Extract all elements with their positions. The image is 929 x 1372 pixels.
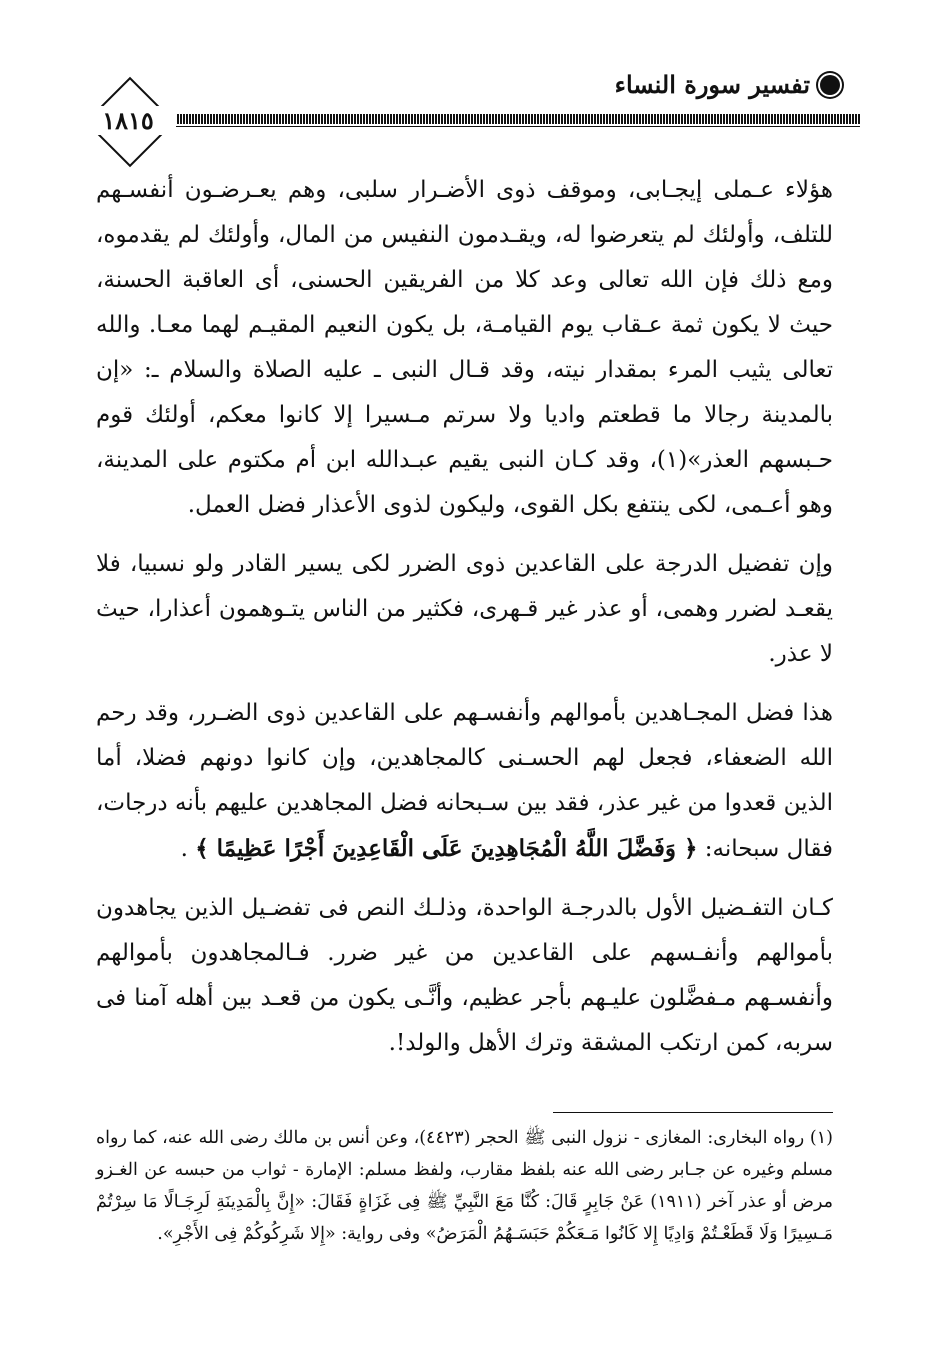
ornament-icon bbox=[820, 75, 840, 95]
footnote-separator bbox=[553, 1112, 833, 1113]
page-number-badge bbox=[80, 84, 176, 180]
paragraph-2: وإن تفضيل الدرجة على القاعدين ذوى الضرر لكى يسير القادر ولو نسبيا، فلا يقعـد لضرر وهمى، أو عذر غير قـهرى، فكثير من الناس يتـوهمون أعذارا، حيث لا عذر. bbox=[96, 551, 833, 667]
body-text bbox=[96, 168, 833, 1080]
page-header bbox=[80, 62, 860, 162]
footnote-1: (١) رواه البخارى: المغازى - نزول النبى ﷺ الحجر (٤٤٢٣)، وعن أنس بن مالك رضى الله عنه، كما رواه مسلم وغيره عن جـابر رضى الله عنه بلفظ مقارب، ولفظ مسلم: الإمارة - ثواب من حبسه عن الغـزو مرض أو عذر آخر (١٩١١) عَنْ جَابِرٍ قَالَ: كُنَّا مَعَ النَّبِيِّ ﷺ فِى غَزَاةٍ فَقَالَ: «إِنَّ بِالْمَدِينَةِ لَرِجَـالًا مَا سِرْتُمْ مَـسِيرًا وَلَا قَطَعْـتُمْ وَادِيًا إِلا كَانُوا مَـعَكُمْ حَبَسَـهُمُ الْمَرَضُ» وفى رواية: «إِلا شَرِكُوكُمْ فِى الأَجْرِ». bbox=[96, 1128, 833, 1244]
header-underline bbox=[168, 126, 860, 127]
footnotes bbox=[96, 1122, 833, 1250]
paragraph-3-end: . bbox=[180, 836, 188, 862]
quran-verse: ﴿ وَفَضَّلَ اللَّهُ الْمُجَاهِدِينَ عَلَى الْقَاعِدِينَ أَجْرًا عَظِيمًا ﴾ bbox=[195, 835, 698, 862]
page-number: ١٨١٥ bbox=[80, 106, 176, 135]
paragraph-3-text: هذا فضل المجـاهدين بأموالهم وأنفسـهم على القاعدين ذوى الضـرر، وقد رحم الله الضعفاء، فجعل لهم الحسـنى كالمجاهدين، وإن كانوا دونهم فضلا، أما الذين قعدوا من غير عذر، فقد بين سـبحانه فضل المجاهدين عليهم بأنه درجات، فقال سبحانه: bbox=[96, 700, 833, 862]
paragraph-1: هؤلاء عـملى إيجـابى، وموقف ذوى الأضـرار سلبى، وهم يعـرضـون أنفسـهم للتلف، وأولئك لم يتعرضوا له، ويقـدمون النفيس من المال، وأولئك لم يقدموه، ومع ذلك فإن الله تعالى وعد كلا من الفريقين الحسنى، أى العاقبة الحسنة، حيث لا يكون ثمة عـقاب يوم القيامـة، بل يكون النعيم المقيـم لهما معـا. والله تعالى يثيب المرء بمقدار نيته، وقد قـال النبى ـ عليه الصلاة والسلام ـ: «إن بالمدينة رجالا ما قطعتم واديا ولا سرتم مـسيرا إلا كانوا معكم، أولئك قوم حـبسهم العذر»(١)، وقد كـان النبى يقيم عبـدالله ابن أم مكتوم على المدينة، وهو أعـمى، لكى ينتفع بكل القوى، وليكون لذوى الأعذار فضل العمل. bbox=[96, 177, 833, 518]
header-rule bbox=[168, 114, 860, 124]
paragraph-4: كـان التفـضيل الأول بالدرجـة الواحدة، وذلـك النص فى تفضـيل الذين يجاهدون بأموالهم وأنفـسهم على القاعدين من غير ضرر. فـالمجاهدون بأموالهم وأنفسـهم مـفضَّلون عليـهم بأجر عظيم، وأنَّـى يكون من قعـد بين أهله آمنا فى سربه، كمن ارتكب المشقة وترك الأهل والولد!. bbox=[96, 895, 833, 1056]
running-title bbox=[615, 70, 840, 99]
paragraph-3 bbox=[96, 691, 833, 872]
page-title: تفسير سورة النساء bbox=[614, 70, 810, 99]
